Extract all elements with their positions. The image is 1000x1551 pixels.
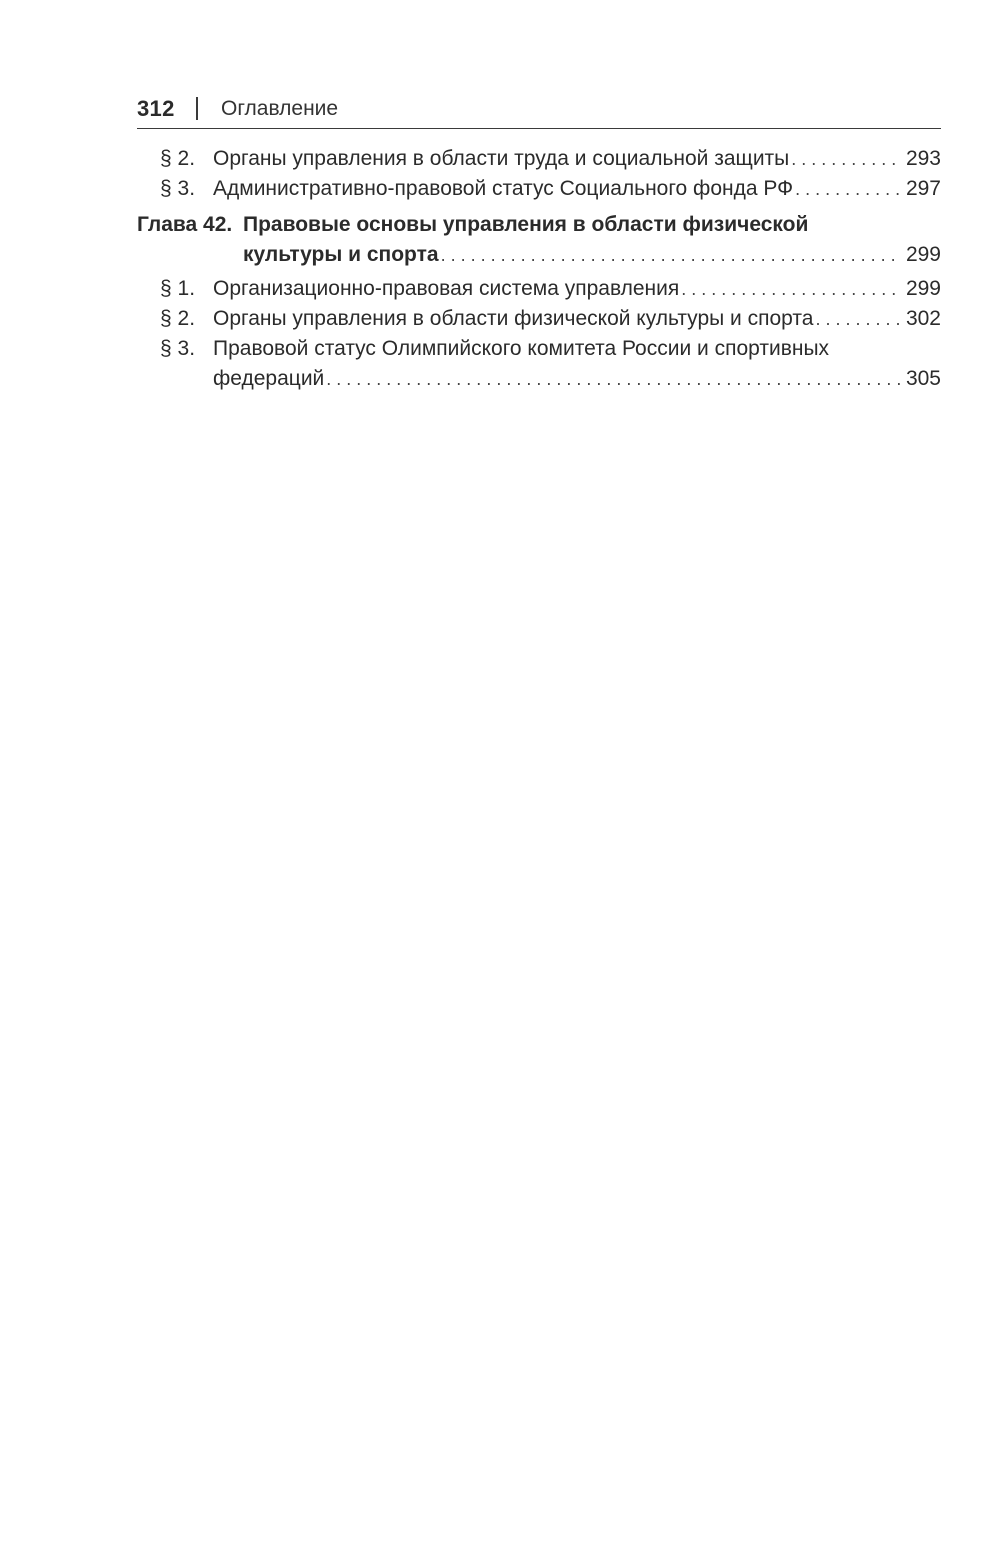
page-reference: 299 — [905, 277, 941, 300]
chapter-title: Правовые основы управления в области физической — [243, 213, 809, 236]
header-separator — [196, 97, 198, 120]
section-title: Административно-правовой статус Социального фонда РФ — [213, 177, 794, 200]
page-reference: 299 — [905, 243, 941, 266]
page-reference: 302 — [905, 307, 941, 330]
toc-entry-section-3-social[interactable] — [0, 174, 1000, 204]
toc-entry-section-3-sport-line2[interactable] — [0, 364, 1000, 394]
section-number: § 3. — [160, 177, 196, 200]
section-number: § 3. — [160, 337, 196, 360]
running-header — [137, 94, 941, 129]
header-title: Оглавление — [221, 97, 339, 120]
section-number: § 1. — [160, 277, 196, 300]
dot-leader — [795, 174, 902, 204]
chapter-title-continued: культуры и спорта — [243, 243, 439, 266]
toc-entry-section-3-sport-line1[interactable] — [0, 334, 1000, 364]
toc-chapter-42-line1[interactable] — [0, 210, 1000, 240]
chapter-label: Глава 42. — [137, 213, 233, 236]
page-reference: 297 — [905, 177, 941, 200]
section-title: Организационно-правовая система управления — [213, 277, 680, 300]
toc-entry-section-1-sport[interactable] — [0, 274, 1000, 304]
page-reference: 293 — [905, 147, 941, 170]
section-number: § 2. — [160, 147, 196, 170]
page-number: 312 — [137, 96, 175, 121]
toc-entry-section-2-social[interactable] — [0, 144, 1000, 174]
section-title: Органы управления в области труда и социальной защиты — [213, 147, 790, 170]
dot-leader — [326, 364, 902, 394]
section-title-continued: федераций — [213, 367, 325, 390]
toc-chapter-42-line2[interactable] — [0, 240, 1000, 270]
section-title: Правовой статус Олимпийского комитета России и спортивных — [213, 337, 830, 360]
section-title: Органы управления в области физической культуры и спорта — [213, 307, 814, 330]
toc-entry-section-2-sport[interactable] — [0, 304, 1000, 334]
dot-leader — [441, 240, 902, 270]
dot-leader — [681, 274, 902, 304]
dot-leader — [815, 304, 902, 334]
section-number: § 2. — [160, 307, 196, 330]
page-reference: 305 — [905, 367, 941, 390]
dot-leader — [791, 144, 902, 174]
